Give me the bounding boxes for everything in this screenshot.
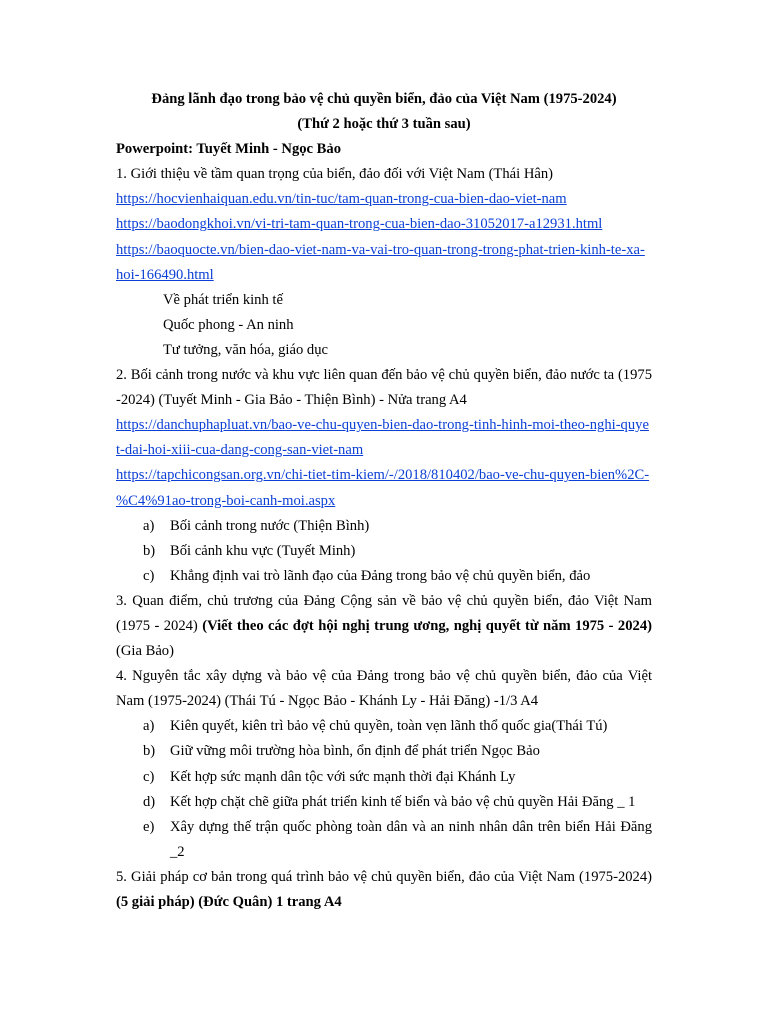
list-item [116, 765, 652, 790]
list-item [116, 539, 652, 564]
list-item [116, 739, 652, 764]
list-text: Bối cảnh trong nước (Thiện Bình) [170, 517, 370, 534]
section-5-prefix: 5. Giải pháp cơ bản trong quá trình bảo vệ chủ quyền biển, đảo của Việt Nam (1975-2024) [116, 868, 652, 885]
section-1-link-1[interactable] [116, 187, 652, 212]
section-2-heading: 2. Bối cảnh trong nước và khu vực liên quan đến bảo vệ chủ quyền biển, đảo nước ta (1975 -2024) (Tuyết Minh - Gia Bảo - Thiện Bình) - Nửa trang A4 [116, 367, 652, 409]
section-3-paragraph [116, 589, 652, 664]
powerpoint-credit: Powerpoint: Tuyết Minh - Ngọc Bảo [116, 141, 341, 158]
list-marker: a) [143, 517, 155, 534]
section-4-list [116, 714, 652, 865]
list-item [116, 815, 652, 865]
section-3-suffix: (Gia Bảo) [116, 643, 174, 660]
link[interactable]: https://danchuphapluat.vn/bao-ve-chu-quyen-bien-dao-trong-tinh-hinh-moi-theo-nghi-quyet-dai-hoi-xiii-cua-dang-cong-san-viet-nam [116, 417, 649, 459]
list-item [116, 790, 652, 815]
list-text: Giữ vững môi trường hòa bình, ổn định để phát triển Ngọc Bảo [170, 743, 540, 760]
link[interactable]: https://hocvienhaiquan.edu.vn/tin-tuc/tam-quan-trong-cua-bien-dao-viet-nam [116, 191, 567, 208]
section-1-heading: 1. Giới thiệu về tầm quan trọng của biển, đảo đối với Việt Nam (Thái Hân) [116, 166, 553, 183]
list-text: Kiên quyết, kiên trì bảo vệ chủ quyền, toàn vẹn lãnh thổ quốc gia(Thái Tú) [170, 718, 608, 735]
list-marker: c) [143, 567, 155, 584]
document-title: Đảng lãnh đạo trong bảo vệ chủ quyền biển, đảo của Việt Nam (1975-2024) [151, 91, 617, 107]
section-1-link-2[interactable] [116, 212, 652, 237]
section-4-heading: 4. Nguyên tắc xây dựng và bảo vệ của Đảng trong bảo vệ chủ quyền biển, đảo của Việt Nam (1975-2024) (Thái Tú - Ngọc Bảo - Khánh Ly - Hải Đăng) -1/3 A4 [116, 668, 652, 710]
list-item [116, 514, 652, 539]
list-marker: a) [143, 718, 155, 735]
list-text: Xây dựng thế trận quốc phòng toàn dân và an ninh nhân dân trên biển Hải Đăng _2 [170, 818, 652, 860]
list-marker: b) [143, 542, 156, 559]
list-marker: c) [143, 768, 155, 785]
section-1-item: Quốc phong - An ninh [163, 316, 294, 333]
list-item [116, 564, 652, 589]
section-2-list [116, 514, 652, 589]
list-item [116, 714, 652, 739]
list-text: Kết hợp sức mạnh dân tộc với sức mạnh thời đại Khánh Ly [170, 768, 516, 785]
section-5-bold-note: (5 giải pháp) (Đức Quân) 1 trang A4 [116, 894, 342, 910]
list-text: Khẳng định vai trò lãnh đạo của Đảng trong bảo vệ chủ quyền biển, đảo [170, 567, 591, 584]
list-text: Bối cảnh khu vực (Tuyết Minh) [170, 542, 356, 559]
section-1-link-3[interactable] [116, 238, 652, 288]
section-2-link-2[interactable] [116, 463, 652, 513]
list-marker: b) [143, 743, 156, 760]
link[interactable]: https://tapchicongsan.org.vn/chi-tiet-tim-kiem/-/2018/810402/bao-ve-chu-quyen-bien%2C-%C4%91ao-trong-boi-canh-moi.aspx [116, 467, 650, 509]
link[interactable]: https://baodongkhoi.vn/vi-tri-tam-quan-trong-cua-bien-dao-31052017-a12931.html [116, 216, 603, 233]
section-1-item: Về phát triển kinh tế [163, 291, 283, 308]
document-subtitle: (Thứ 2 hoặc thứ 3 tuần sau) [297, 116, 471, 133]
section-1-item: Tư tưởng, văn hóa, giáo dục [163, 341, 328, 358]
section-3-prefix: 3. Quan điểm, chủ trương của Đảng Cộng sản về bảo vệ chủ quyền biển, đảo Việt Nam (1975 - 2024) [116, 592, 652, 634]
list-text: Kết hợp chặt chẽ giữa phát triển kinh tế biển và bảo vệ chủ quyền Hải Đăng _ 1 [170, 793, 636, 810]
section-3-bold-note: (Viết theo các đợt hội nghị trung ương, nghị quyết từ năm 1975 - 2024) [202, 617, 652, 634]
list-marker: d) [143, 793, 156, 810]
link[interactable]: https://baoquocte.vn/bien-dao-viet-nam-va-vai-tro-quan-trong-trong-phat-trien-kinh-te-xa-hoi-166490.html [116, 241, 645, 283]
section-5-paragraph [116, 865, 652, 915]
list-marker: e) [143, 818, 155, 835]
section-2-link-1[interactable] [116, 413, 652, 463]
